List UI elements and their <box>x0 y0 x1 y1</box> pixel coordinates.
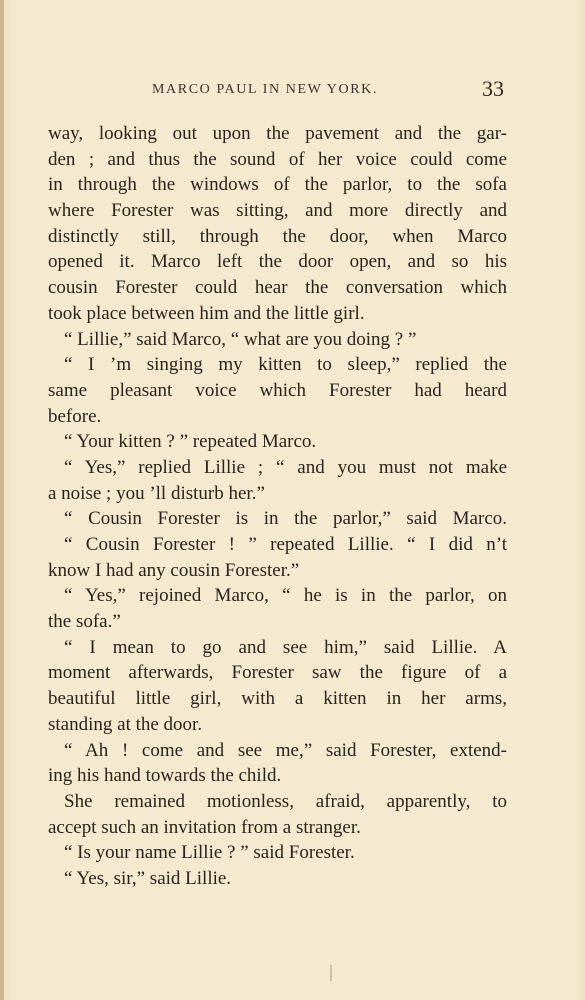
text-line: before. <box>48 405 102 427</box>
text-line: cousin Forester could hear the conversation which <box>48 277 507 299</box>
text-line: “ Ah ! come and see me,” said Forester, extend- <box>64 739 507 761</box>
text-line: the sofa.” <box>48 611 121 633</box>
text-line: accept such an invitation from a stranger. <box>48 816 361 838</box>
text-line: “ Yes,” replied Lillie ; “ and you must not make <box>64 456 507 478</box>
text-line: den ; and thus the sound of her voice could come <box>48 148 507 170</box>
text-line: beautiful little girl, with a kitten in her arms, <box>48 688 507 710</box>
page-blemish <box>330 965 332 981</box>
text-line: “ I ’m singing my kitten to sleep,” replied the <box>64 354 507 376</box>
text-line: “ Cousin Forester is in the parlor,” said Marco. <box>64 508 507 530</box>
text-line: “ Yes,” rejoined Marco, “ he is in the parlor, on <box>64 585 507 607</box>
text-line: where Forester was sitting, and more directly and <box>48 200 507 222</box>
text-line: in through the windows of the parlor, to the sofa <box>48 174 507 196</box>
text-line: standing at the door. <box>48 713 203 735</box>
text-line: a noise ; you ’ll disturb her.” <box>48 482 265 504</box>
text-line: know I had any cousin Forester.” <box>48 559 300 581</box>
text-line: “ Lillie,” said Marco, “ what are you doing ? ” <box>64 328 417 350</box>
text-line: took place between him and the little girl. <box>48 302 365 324</box>
page-gutter-edge <box>0 0 4 1000</box>
text-line: moment afterwards, Forester saw the figure of a <box>48 662 507 684</box>
text-line: She remained motionless, afraid, apparently, to <box>64 790 507 812</box>
page-number: 33 <box>482 76 504 101</box>
running-head: MARCO PAUL IN NEW YORK. <box>152 82 378 97</box>
text-line: distinctly still, through the door, when Marco <box>48 225 507 247</box>
text-line: “ I mean to go and see him,” said Lillie. A <box>64 636 507 658</box>
text-line: “ Cousin Forester ! ” repeated Lillie. “ I did n’t <box>64 534 507 555</box>
page-header <box>0 76 585 106</box>
text-line: opened it. Marco left the door open, and so his <box>48 251 507 273</box>
text-line: ing his hand towards the child. <box>48 765 282 787</box>
text-line: “ Your kitten ? ” repeated Marco. <box>64 431 317 453</box>
text-line: way, looking out upon the pavement and the gar- <box>48 123 507 144</box>
body-text <box>48 121 507 892</box>
text-line: “ Yes, sir,” said Lillie. <box>64 867 232 889</box>
text-line: same pleasant voice which Forester had heard <box>48 379 507 401</box>
text-line: “ Is your name Lillie ? ” said Forester. <box>64 842 355 864</box>
